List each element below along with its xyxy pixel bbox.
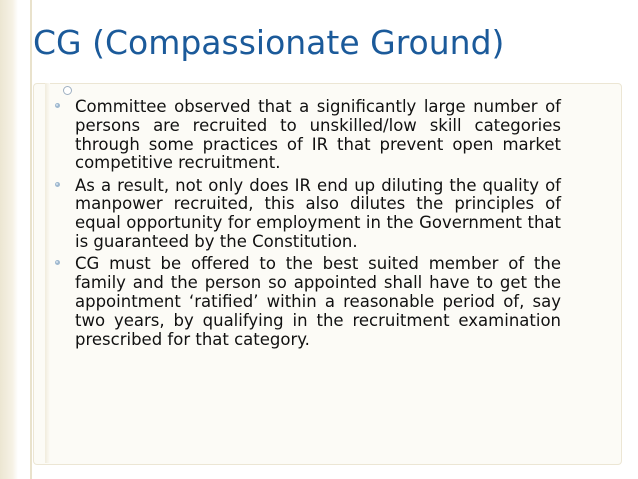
decorative-circle-icon xyxy=(63,86,72,95)
left-decorative-line xyxy=(30,0,32,479)
bullet-text: CG must be offered to the best suited member of the family and the person so appointed shall have to get the appointment ‘ratified’ within a reasonable period of, say two years, by qualifying in the recruitment examination prescribed for that category. xyxy=(75,254,561,349)
bullet-text: Committee observed that a significantly large number of persons are recruited to unskilled/low skill categories through some practices of IR that prevent open market competitive recruitment. xyxy=(75,97,561,173)
left-decorative-band xyxy=(0,0,18,479)
panel-shade xyxy=(45,83,50,463)
bullet-item xyxy=(75,98,561,173)
bullet-item xyxy=(75,255,561,349)
bullet-item xyxy=(75,177,561,252)
bullet-text: As a result, not only does IR end up diluting the quality of manpower recruited, this also dilutes the principles of equal opportunity for employment in the Government that is guaranteed by the Constitution. xyxy=(75,175,561,252)
bullet-dot-icon xyxy=(55,182,60,187)
bullet-list xyxy=(75,98,561,353)
slide-title: CG (Compassionate Ground) xyxy=(33,23,505,62)
bullet-dot-icon xyxy=(55,103,60,108)
